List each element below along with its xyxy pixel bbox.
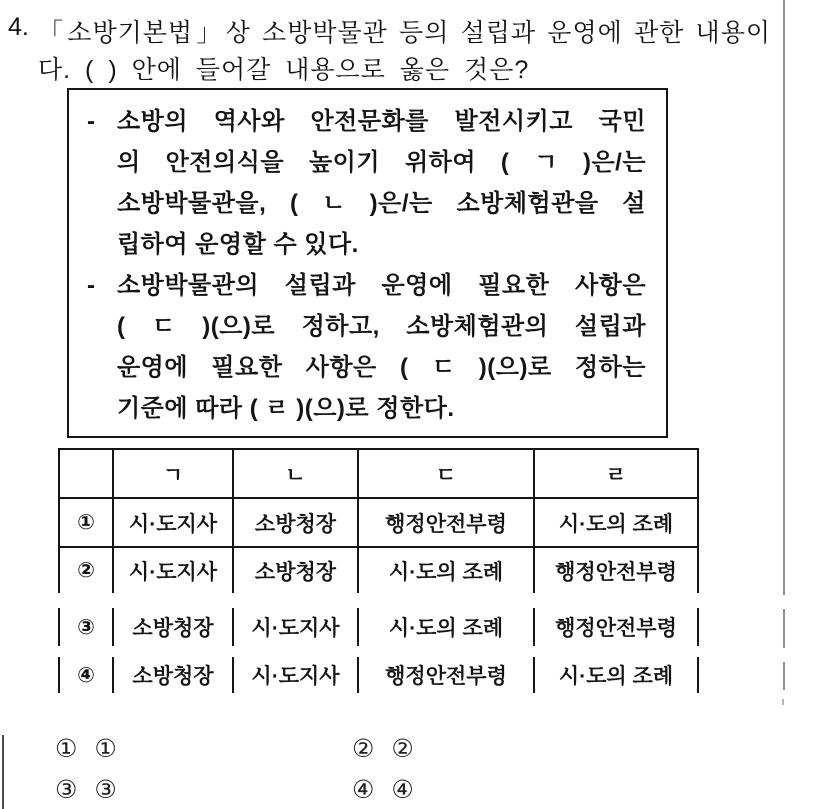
column-divider-segment: [783, 0, 785, 595]
table-cell: 소방청장: [232, 499, 357, 546]
table-row: [58, 548, 699, 593]
column-divider-segment: [783, 662, 785, 690]
option-marker: ③: [55, 776, 78, 804]
option-1: [55, 734, 117, 764]
row-marker: ③: [58, 608, 112, 646]
question-text-line2: 다. ( ) 안에 들어갈 내용으로 옳은 것은?: [38, 56, 530, 84]
option-marker: ②: [352, 735, 375, 763]
passage-line: 의 안전의식을 높이기 위하여 ( ㄱ )은/는: [117, 149, 646, 176]
table-cell: 시·도의 조례: [533, 657, 699, 693]
row-marker: ④: [58, 657, 112, 693]
table-cell: 시·도지사: [232, 657, 357, 693]
column-divider-segment: [783, 609, 785, 648]
table-cell: 시·도의 조례: [357, 608, 533, 646]
table-cell: 소방청장: [112, 608, 232, 646]
passage-box: [67, 88, 668, 438]
table-cell: 시·도지사: [232, 608, 357, 646]
option-3: [55, 775, 117, 805]
option-value: ③: [94, 776, 117, 804]
table-cell: 시·도의 조례: [533, 499, 699, 546]
table-row: [58, 499, 699, 548]
table-header-row: [58, 448, 699, 499]
table-cell: 소방청장: [232, 548, 357, 593]
table-header-blank: [58, 450, 112, 497]
passage-line: ( ㄷ )(으)로 정하고, 소방체험관의 설립과: [117, 313, 646, 340]
passage-line: - 소방박물관의 설립과 운영에 필요한 사항은: [87, 265, 646, 306]
table-header-rieul: ㄹ: [533, 450, 699, 497]
row-marker: ②: [58, 548, 112, 593]
table-cell: 소방청장: [112, 657, 232, 693]
option-2: [352, 734, 414, 764]
passage-line: 립하여 운영할 수 있다.: [117, 231, 359, 258]
table-row: [58, 657, 699, 693]
column-divider-dot: [782, 699, 784, 705]
passage-line: 소방박물관을, ( ㄴ )은/는 소방체험관을 설: [117, 190, 646, 217]
row-marker: ①: [58, 499, 112, 546]
bullet-dash: -: [87, 272, 96, 299]
table-cell: 행정안전부령: [533, 548, 699, 593]
table-cell: 행정안전부령: [533, 608, 699, 646]
table-row: [58, 608, 699, 646]
table-cell: 행정안전부령: [357, 499, 533, 546]
table-cell: 시·도지사: [112, 548, 232, 593]
option-4: [352, 775, 414, 805]
passage-line: 운영에 필요한 사항은 ( ㄷ )(으)로 정하는: [117, 354, 646, 381]
table-cell: 행정안전부령: [357, 657, 533, 693]
bullet-dash: -: [87, 108, 96, 135]
table-header-digeut: ㄷ: [357, 450, 533, 497]
answer-table: [58, 448, 699, 693]
table-cell: 시·도의 조례: [357, 548, 533, 593]
table-header-giyeok: ㄱ: [112, 450, 232, 497]
question-text-line1: 「소방기본법」상 소방박물관 등의 설립과 운영에 관한 내용이: [38, 19, 771, 47]
option-marker: ④: [352, 776, 375, 804]
option-value: ①: [94, 735, 117, 763]
option-marker: ①: [55, 735, 78, 763]
page-edge-mark: [2, 735, 4, 809]
table-cell: 시·도지사: [112, 499, 232, 546]
question-number: 4.: [8, 13, 29, 41]
passage-line: - 소방의 역사와 안전문화를 발전시키고 국민: [87, 101, 646, 142]
option-value: ④: [391, 776, 414, 804]
option-value: ②: [391, 735, 414, 763]
table-header-nieun: ㄴ: [232, 450, 357, 497]
passage-line: 기준에 따라 ( ㄹ )(으)로 정한다.: [117, 395, 455, 422]
